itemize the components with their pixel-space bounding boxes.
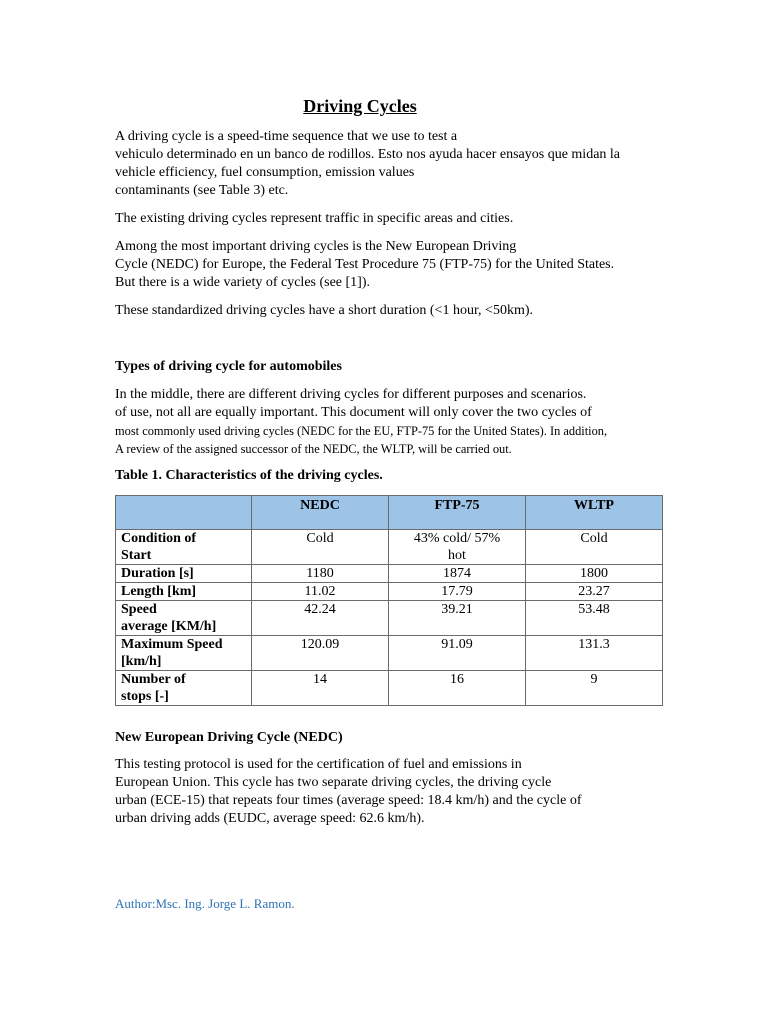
- types-line-2: of use, not all are equally important. This document will only cover the two cycles of: [115, 405, 592, 420]
- traffic-line: The existing driving cycles represent traffic in specific areas and cities.: [115, 211, 514, 226]
- row-label-max-speed: [116, 636, 252, 671]
- row-label-line: Start: [121, 548, 152, 563]
- cell-line: 43% cold/ 57%: [413, 531, 501, 546]
- types-paragraph: [115, 386, 661, 458]
- cell-nedc: 1180: [252, 565, 389, 583]
- section-heading-nedc: New European Driving Cycle (NEDC): [115, 730, 343, 745]
- nedc-line-2: European Union. This cycle has two separate driving cycles, the driving cycle: [115, 775, 552, 790]
- table-header-empty: [116, 496, 252, 530]
- table-header-ftp75: FTP-75: [389, 496, 526, 530]
- cell-nedc: Cold: [252, 530, 389, 565]
- important-cycles-line-1: Among the most important driving cycles is the New European Driving: [115, 239, 517, 254]
- cell-wltp: 53.48: [526, 601, 663, 636]
- table-row: [116, 530, 663, 565]
- intro-line-4: contaminants (see Table 3) etc.: [115, 183, 289, 198]
- nedc-paragraph: [115, 756, 661, 828]
- row-label-line: Speed: [121, 602, 157, 617]
- table-caption: Table 1. Characteristics of the driving cycles.: [115, 468, 383, 483]
- intro-line-1: A driving cycle is a speed-time sequence that we use to test a: [115, 129, 458, 144]
- row-label-duration: Duration [s]: [116, 565, 252, 583]
- cell-nedc: 14: [252, 671, 389, 706]
- row-label-line: Condition of: [121, 531, 197, 546]
- types-line-4: A review of the assigned successor of the NEDC, the WLTP, will be carried out.: [115, 442, 512, 456]
- cell-nedc: 11.02: [252, 583, 389, 601]
- table-row: [116, 636, 663, 671]
- duration-line: These standardized driving cycles have a short duration (<1 hour, <50km).: [115, 303, 533, 318]
- cell-nedc: 42.24: [252, 601, 389, 636]
- cell-ftp75: 39.21: [389, 601, 526, 636]
- cell-line: hot: [448, 548, 466, 563]
- cell-ftp75: 1874: [389, 565, 526, 583]
- row-label-line: average [KM/h]: [121, 619, 217, 634]
- row-label-stops: [116, 671, 252, 706]
- cell-wltp: 1800: [526, 565, 663, 583]
- nedc-line-3: urban (ECE-15) that repeats four times (average speed: 18.4 km/h) and the cycle of: [115, 793, 582, 808]
- cell-wltp: 23.27: [526, 583, 663, 601]
- cell-nedc: 120.09: [252, 636, 389, 671]
- types-line-1: In the middle, there are different driving cycles for different purposes and scenarios.: [115, 387, 587, 402]
- traffic-paragraph: [115, 210, 661, 228]
- row-label-condition: [116, 530, 252, 565]
- cell-ftp75: [389, 530, 526, 565]
- nedc-line-4: urban driving adds (EUDC, average speed: 62.6 km/h).: [115, 811, 425, 826]
- cell-wltp: 131.3: [526, 636, 663, 671]
- cell-wltp: Cold: [526, 530, 663, 565]
- table-header-nedc: NEDC: [252, 496, 389, 530]
- characteristics-table: [115, 495, 663, 706]
- important-cycles-paragraph: [115, 238, 661, 292]
- important-cycles-line-2: Cycle (NEDC) for Europe, the Federal Test Procedure 75 (FTP-75) for the United States.: [115, 257, 615, 272]
- table-header-row: [116, 496, 663, 530]
- section-heading-types: Types of driving cycle for automobiles: [115, 359, 342, 374]
- types-line-3: most commonly used driving cycles (NEDC for the EU, FTP-75 for the United States). In addition,: [115, 424, 608, 438]
- row-label-line: stops [-]: [121, 689, 169, 704]
- page-title: Driving Cycles: [303, 96, 417, 116]
- intro-line-2: vehiculo determinado en un banco de rodillos. Esto nos ayuda hacer ensayos que midan la: [115, 147, 621, 162]
- table-row: [116, 601, 663, 636]
- table-row: [116, 671, 663, 706]
- table-header-wltp: WLTP: [526, 496, 663, 530]
- row-label-line: Number of: [121, 672, 186, 687]
- row-label-speed: [116, 601, 252, 636]
- intro-paragraph: [115, 128, 661, 200]
- row-label-line: Maximum Speed: [121, 637, 223, 652]
- intro-line-3: vehicle efficiency, fuel consumption, emission values: [115, 165, 415, 180]
- row-label-length: Length [km]: [116, 583, 252, 601]
- author-credit: Author:Msc. Ing. Jorge L. Ramon.: [115, 896, 295, 911]
- duration-paragraph: [115, 302, 661, 320]
- cell-ftp75: 91.09: [389, 636, 526, 671]
- cell-ftp75: 17.79: [389, 583, 526, 601]
- table-row: [116, 565, 663, 583]
- row-label-line: [km/h]: [121, 654, 162, 669]
- nedc-line-1: This testing protocol is used for the certification of fuel and emissions in: [115, 757, 522, 772]
- cell-ftp75: 16: [389, 671, 526, 706]
- important-cycles-line-3: But there is a wide variety of cycles (see [1]).: [115, 275, 371, 290]
- table-row: [116, 583, 663, 601]
- cell-wltp: 9: [526, 671, 663, 706]
